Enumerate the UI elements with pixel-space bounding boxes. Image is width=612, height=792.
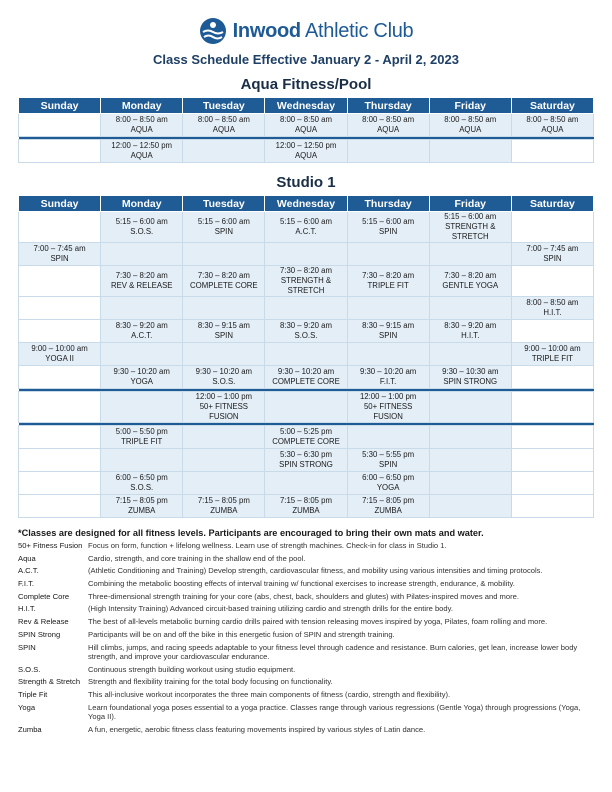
- class-time: 8:30 – 9:15 am: [197, 321, 250, 330]
- day-header-monday: Monday: [101, 98, 183, 114]
- empty-cell: [429, 140, 511, 163]
- aqua-section-title: Aqua Fitness/Pool: [240, 76, 372, 93]
- class-cell-thursday: [347, 495, 429, 518]
- definition-term: Zumba: [18, 724, 42, 734]
- class-cell-friday: [429, 212, 511, 243]
- empty-cell: [347, 426, 429, 449]
- class-time: 7:30 – 8:20 am: [115, 271, 168, 280]
- class-name: S.O.S.: [212, 377, 236, 386]
- definition-term: Rev & Release: [18, 617, 69, 627]
- class-time: 5:30 – 5:55 pm: [362, 450, 415, 459]
- class-cell-monday: [101, 140, 183, 163]
- definition-description: Focus on form, function + lifelong wellness. Learn use of strength machines. Check-in for class in Studio 1.: [88, 541, 447, 550]
- class-name: F.I.T.: [379, 377, 397, 386]
- class-name: H.I.T.: [543, 308, 562, 317]
- class-cell-saturday: [511, 297, 593, 320]
- definition-item: [18, 630, 594, 640]
- class-time: 8:00 – 8:50 am: [362, 115, 415, 124]
- class-cell-monday: [101, 495, 183, 518]
- class-time: 9:00 – 10:00 am: [524, 344, 581, 353]
- definition-description: The best of all-levels metabolic burning cardio drills paired with tension releasing moves inspired by yoga, Pilates, foam rolling and more.: [88, 617, 548, 627]
- day-header-thursday: Thursday: [347, 196, 429, 212]
- class-cell-sunday: [19, 243, 101, 266]
- class-time: 5:15 – 6:00 am: [362, 217, 415, 226]
- class-name: REV & RELEASE: [110, 281, 173, 290]
- empty-cell: [511, 266, 593, 297]
- class-cell-tuesday: [183, 495, 265, 518]
- empty-cell: [429, 243, 511, 266]
- class-name: 50+ FITNESS FUSION: [199, 402, 249, 421]
- class-cell-monday: [101, 266, 183, 297]
- class-name: S.O.S.: [130, 483, 154, 492]
- definition-item: [18, 690, 594, 700]
- class-time: 6:00 – 6:50 pm: [115, 473, 168, 482]
- empty-cell: [19, 212, 101, 243]
- empty-cell: [19, 449, 101, 472]
- class-cell-thursday: [347, 366, 429, 389]
- empty-cell: [429, 343, 511, 366]
- day-header-row: [19, 98, 594, 114]
- class-name: AQUA: [459, 125, 482, 134]
- empty-cell: [19, 140, 101, 163]
- class-time: 9:30 – 10:20 am: [359, 367, 417, 376]
- class-name: AQUA: [541, 125, 564, 134]
- class-name: GENTLE YOGA: [442, 281, 499, 290]
- definition-item: [18, 604, 594, 614]
- class-definitions: [18, 541, 594, 738]
- definition-term: Complete Core: [18, 591, 70, 601]
- class-name: TRIPLE FIT: [531, 354, 573, 363]
- class-cell-thursday: [347, 114, 429, 137]
- club-logo: [0, 16, 612, 46]
- class-time: 8:30 – 9:15 am: [362, 321, 415, 330]
- definition-description: Three-dimensional strength training for your core (abs, chest, back, shoulders and glutes) with Pilates-inspired moves and more.: [88, 591, 519, 601]
- class-time: 9:30 – 10:30 am: [442, 367, 499, 376]
- empty-cell: [183, 243, 265, 266]
- empty-cell: [265, 243, 347, 266]
- definition-description: Learn foundational yoga poses essential to a yoga practice. Classes range through various regressions (Gentle Yoga) through progressions (Yoga, Yoga II).: [88, 702, 581, 722]
- class-time: 7:15 – 8:05 pm: [279, 496, 332, 505]
- empty-cell: [19, 392, 101, 423]
- schedule-row: [19, 472, 594, 495]
- class-time: 7:15 – 8:05 pm: [362, 496, 415, 505]
- definition-item: [18, 617, 594, 627]
- class-name: AQUA: [130, 151, 153, 160]
- class-cell-tuesday: [183, 320, 265, 343]
- definition-item: [18, 592, 594, 602]
- empty-cell: [511, 212, 593, 243]
- class-time: 7:30 – 8:20 am: [444, 271, 497, 280]
- class-name: S.O.S.: [130, 227, 154, 236]
- empty-cell: [19, 472, 101, 495]
- empty-cell: [347, 297, 429, 320]
- definition-term: S.O.S.: [18, 664, 41, 674]
- class-name: STRENGTH & STRETCH: [280, 276, 332, 295]
- class-cell-tuesday: [183, 392, 265, 423]
- class-time: 8:00 – 8:50 am: [444, 115, 497, 124]
- schedule-row: [19, 320, 594, 343]
- class-time: 7:00 – 7:45 am: [526, 244, 579, 253]
- empty-cell: [511, 449, 593, 472]
- definition-description: A fun, energetic, aerobic fitness class featuring movements inspired by various styles of Latin dance.: [88, 724, 426, 734]
- class-time: 7:00 – 7:45 am: [33, 244, 86, 253]
- class-time: 7:15 – 8:05 pm: [197, 496, 250, 505]
- empty-cell: [511, 140, 593, 163]
- empty-cell: [183, 472, 265, 495]
- class-cell-tuesday: [183, 366, 265, 389]
- class-cell-monday: [101, 472, 183, 495]
- class-cell-saturday: [511, 343, 593, 366]
- class-name: SPIN: [214, 331, 233, 340]
- class-time: 8:30 – 9:20 am: [279, 321, 332, 330]
- class-cell-wednesday: [265, 495, 347, 518]
- day-header-sunday: Sunday: [19, 98, 101, 114]
- definition-term: SPIN Strong: [18, 629, 61, 639]
- definition-description: Combining the metabolic boosting effects of interval training w/ functional exercises to increase strength, endurance, & mobility.: [88, 579, 515, 589]
- class-name: STRENGTH & STRETCH: [445, 222, 496, 241]
- empty-cell: [101, 392, 183, 423]
- class-name: AQUA: [294, 151, 318, 160]
- empty-cell: [265, 297, 347, 320]
- class-cell-friday: [429, 320, 511, 343]
- class-cell-thursday: [347, 266, 429, 297]
- empty-cell: [101, 243, 183, 266]
- empty-cell: [265, 472, 347, 495]
- class-cell-wednesday: [265, 140, 347, 163]
- definition-item: [18, 541, 594, 551]
- class-time: 5:15 – 6:00 am: [279, 217, 332, 226]
- class-time: 5:00 – 5:50 pm: [115, 427, 168, 436]
- definition-item: [18, 554, 594, 564]
- schedule-row: [19, 212, 594, 243]
- schedule-row: [19, 426, 594, 449]
- class-time: 12:00 – 1:00 pm: [359, 392, 417, 401]
- day-header-wednesday: Wednesday: [265, 196, 347, 212]
- empty-cell: [101, 449, 183, 472]
- schedule-row: [19, 114, 594, 137]
- empty-cell: [183, 343, 265, 366]
- empty-cell: [511, 472, 593, 495]
- empty-cell: [19, 495, 101, 518]
- day-header-thursday: Thursday: [347, 98, 429, 114]
- empty-cell: [183, 140, 265, 163]
- definition-item: [18, 703, 594, 722]
- class-time: 8:30 – 9:20 am: [115, 321, 168, 330]
- page-header: [0, 16, 612, 67]
- class-name: SPIN STRONG: [443, 377, 498, 386]
- studio-section-title: Studio 1: [276, 174, 336, 191]
- class-cell-thursday: [347, 212, 429, 243]
- class-name: S.O.S.: [294, 331, 318, 340]
- day-header-row: [19, 196, 594, 212]
- class-cell-thursday: [347, 472, 429, 495]
- day-header-friday: Friday: [429, 98, 511, 114]
- definition-term: Triple Fit: [18, 690, 48, 700]
- club-name: Inwood Athletic Club: [232, 19, 414, 42]
- aqua-schedule-table: [18, 97, 594, 163]
- empty-cell: [511, 392, 593, 423]
- empty-cell: [101, 297, 183, 320]
- empty-cell: [19, 366, 101, 389]
- definition-term: H.I.T.: [18, 604, 36, 614]
- class-cell-friday: [429, 366, 511, 389]
- class-cell-friday: [429, 266, 511, 297]
- class-name: COMPLETE CORE: [272, 437, 340, 446]
- class-name: SPIN STRONG: [279, 460, 333, 469]
- class-name: H.I.T.: [461, 331, 480, 340]
- definition-description: (High Intensity Training) Advanced circuit-based training utilizing cardio and strength drills for the entire body.: [88, 604, 453, 614]
- class-time: 7:30 – 8:20 am: [279, 266, 332, 275]
- empty-cell: [429, 449, 511, 472]
- schedule-row: [19, 266, 594, 297]
- definition-item: [18, 579, 594, 589]
- schedule-row: [19, 243, 594, 266]
- class-cell-thursday: [347, 449, 429, 472]
- class-cell-thursday: [347, 392, 429, 423]
- schedule-row: [19, 140, 594, 163]
- day-header-tuesday: Tuesday: [183, 196, 265, 212]
- class-cell-wednesday: [265, 426, 347, 449]
- day-header-sunday: Sunday: [19, 196, 101, 212]
- empty-cell: [511, 495, 593, 518]
- class-cell-sunday: [19, 343, 101, 366]
- day-header-saturday: Saturday: [511, 196, 593, 212]
- class-cell-wednesday: [265, 320, 347, 343]
- definition-term: Aqua: [18, 553, 36, 563]
- schedule-row: [19, 343, 594, 366]
- class-cell-monday: [101, 426, 183, 449]
- class-time: 12:00 – 12:50 pm: [275, 141, 337, 150]
- class-time: 5:15 – 6:00 am: [444, 212, 497, 221]
- class-time: 8:00 – 8:50 am: [279, 115, 332, 124]
- empty-cell: [19, 320, 101, 343]
- empty-cell: [429, 495, 511, 518]
- studio-schedule-table: [18, 195, 594, 518]
- class-time: 9:30 – 10:20 am: [113, 367, 170, 376]
- class-name: ZUMBA: [128, 506, 156, 515]
- empty-cell: [183, 297, 265, 320]
- class-cell-monday: [101, 114, 183, 137]
- empty-cell: [19, 114, 101, 137]
- club-logo-icon: [199, 17, 227, 45]
- empty-cell: [347, 140, 429, 163]
- class-cell-tuesday: [183, 114, 265, 137]
- class-time: 5:00 – 5:25 pm: [279, 427, 332, 436]
- class-time: 5:15 – 6:00 am: [197, 217, 250, 226]
- definition-term: 50+ Fitness Fusion: [18, 541, 83, 550]
- class-time: 8:00 – 8:50 am: [526, 115, 579, 124]
- definition-description: Continuous strength building workout using studio equipment.: [88, 664, 296, 674]
- class-name: COMPLETE CORE: [272, 377, 340, 386]
- class-name: AQUA: [130, 125, 153, 134]
- schedule-row: [19, 495, 594, 518]
- empty-cell: [511, 320, 593, 343]
- empty-cell: [429, 472, 511, 495]
- definition-description: Participants will be on and off the bike in this energetic fusion of SPIN and strength training.: [88, 629, 395, 639]
- class-name: COMPLETE CORE: [190, 281, 258, 290]
- class-name: YOGA: [130, 377, 153, 386]
- class-cell-wednesday: [265, 266, 347, 297]
- class-name: AQUA: [212, 125, 235, 134]
- class-cell-monday: [101, 366, 183, 389]
- definition-item: [18, 665, 594, 675]
- class-time: 12:00 – 12:50 pm: [111, 141, 173, 150]
- class-name: SPIN: [50, 254, 69, 263]
- class-cell-monday: [101, 212, 183, 243]
- class-name: YOGA II: [45, 354, 74, 363]
- class-name: SPIN: [379, 460, 398, 469]
- class-time: 5:15 – 6:00 am: [115, 217, 168, 226]
- class-time: 5:30 – 6:30 pm: [279, 450, 332, 459]
- class-time: 8:00 – 8:50 am: [197, 115, 250, 124]
- empty-cell: [265, 392, 347, 423]
- class-name: YOGA: [376, 483, 400, 492]
- class-name: A.C.T.: [295, 227, 317, 236]
- empty-cell: [265, 343, 347, 366]
- class-name: SPIN: [214, 227, 233, 236]
- day-header-friday: Friday: [429, 196, 511, 212]
- schedule-row: [19, 297, 594, 320]
- empty-cell: [183, 449, 265, 472]
- empty-cell: [347, 243, 429, 266]
- empty-cell: [511, 426, 593, 449]
- definition-item: [18, 677, 594, 687]
- definition-description: Cardio, strength, and core training in the shallow end of the pool.: [88, 553, 306, 563]
- empty-cell: [429, 392, 511, 423]
- class-name: ZUMBA: [210, 506, 238, 515]
- class-cell-friday: [429, 114, 511, 137]
- class-time: 9:30 – 10:20 am: [195, 367, 253, 376]
- class-name: A.C.T.: [131, 331, 153, 340]
- schedule-subtitle: Class Schedule Effective January 2 - April 2, 2023: [153, 52, 459, 67]
- class-time: 9:30 – 10:20 am: [277, 367, 335, 376]
- class-name: AQUA: [377, 125, 400, 134]
- class-cell-wednesday: [265, 212, 347, 243]
- definition-term: Yoga: [18, 702, 36, 712]
- class-name: AQUA: [294, 125, 318, 134]
- class-cell-thursday: [347, 320, 429, 343]
- empty-cell: [183, 426, 265, 449]
- empty-cell: [19, 297, 101, 320]
- class-name: ZUMBA: [374, 506, 402, 515]
- day-header-saturday: Saturday: [511, 98, 593, 114]
- class-time: 8:00 – 8:50 am: [115, 115, 168, 124]
- schedule-row: [19, 392, 594, 423]
- empty-cell: [19, 266, 101, 297]
- empty-cell: [101, 343, 183, 366]
- definition-term: A.C.T.: [18, 566, 39, 576]
- class-time: 7:30 – 8:20 am: [197, 271, 250, 280]
- class-name: SPIN: [379, 227, 398, 236]
- definition-term: SPIN: [18, 642, 36, 652]
- definition-term: F.I.T.: [18, 579, 35, 589]
- class-cell-tuesday: [183, 266, 265, 297]
- class-name: TRIPLE FIT: [121, 437, 163, 446]
- definition-description: Strength and flexibility training for the total body focusing on functionality.: [88, 677, 333, 687]
- definition-description: Hill climbs, jumps, and racing speeds adaptable to your fitness level through cadence and resistance. Burn calories, get lean, increase lower body strength, and improve your cardiovascular endurance.: [88, 642, 578, 661]
- day-header-monday: Monday: [101, 196, 183, 212]
- class-time: 12:00 – 1:00 pm: [195, 392, 253, 401]
- class-time: 6:00 – 6:50 pm: [362, 473, 415, 482]
- definition-description: This all-inclusive workout incorporates the three main components of fitness (cardio, strength and flexibility).: [88, 690, 451, 700]
- class-name: SPIN: [543, 254, 562, 263]
- class-time: 8:30 – 9:20 am: [444, 321, 497, 330]
- class-cell-wednesday: [265, 366, 347, 389]
- classes-note: *Classes are designed for all fitness levels. Participants are encouraged to bring their own mats and water.: [18, 528, 484, 538]
- class-cell-saturday: [511, 114, 593, 137]
- class-name: 50+ FITNESS FUSION: [363, 402, 413, 421]
- class-name: SPIN: [379, 331, 398, 340]
- definition-item: [18, 566, 594, 576]
- class-cell-tuesday: [183, 212, 265, 243]
- class-name: TRIPLE FIT: [367, 281, 409, 290]
- schedule-row: [19, 366, 594, 389]
- class-name: ZUMBA: [292, 506, 320, 515]
- class-cell-saturday: [511, 243, 593, 266]
- class-cell-monday: [101, 320, 183, 343]
- class-time: 7:15 – 8:05 pm: [115, 496, 168, 505]
- empty-cell: [429, 297, 511, 320]
- definition-item: [18, 643, 594, 662]
- definition-item: [18, 725, 594, 735]
- class-cell-wednesday: [265, 449, 347, 472]
- day-header-wednesday: Wednesday: [265, 98, 347, 114]
- class-cell-wednesday: [265, 114, 347, 137]
- empty-cell: [347, 343, 429, 366]
- day-header-tuesday: Tuesday: [183, 98, 265, 114]
- definition-description: (Athletic Conditioning and Training) Develop strength, cardiovascular fitness, and mobility using various intensities and timing protocols.: [88, 566, 543, 576]
- schedule-row: [19, 449, 594, 472]
- definition-term: Strength & Stretch: [18, 677, 81, 687]
- class-time: 9:00 – 10:00 am: [31, 344, 88, 353]
- class-time: 8:00 – 8:50 am: [526, 298, 579, 307]
- empty-cell: [429, 426, 511, 449]
- empty-cell: [19, 426, 101, 449]
- class-time: 7:30 – 8:20 am: [362, 271, 415, 280]
- empty-cell: [511, 366, 593, 389]
